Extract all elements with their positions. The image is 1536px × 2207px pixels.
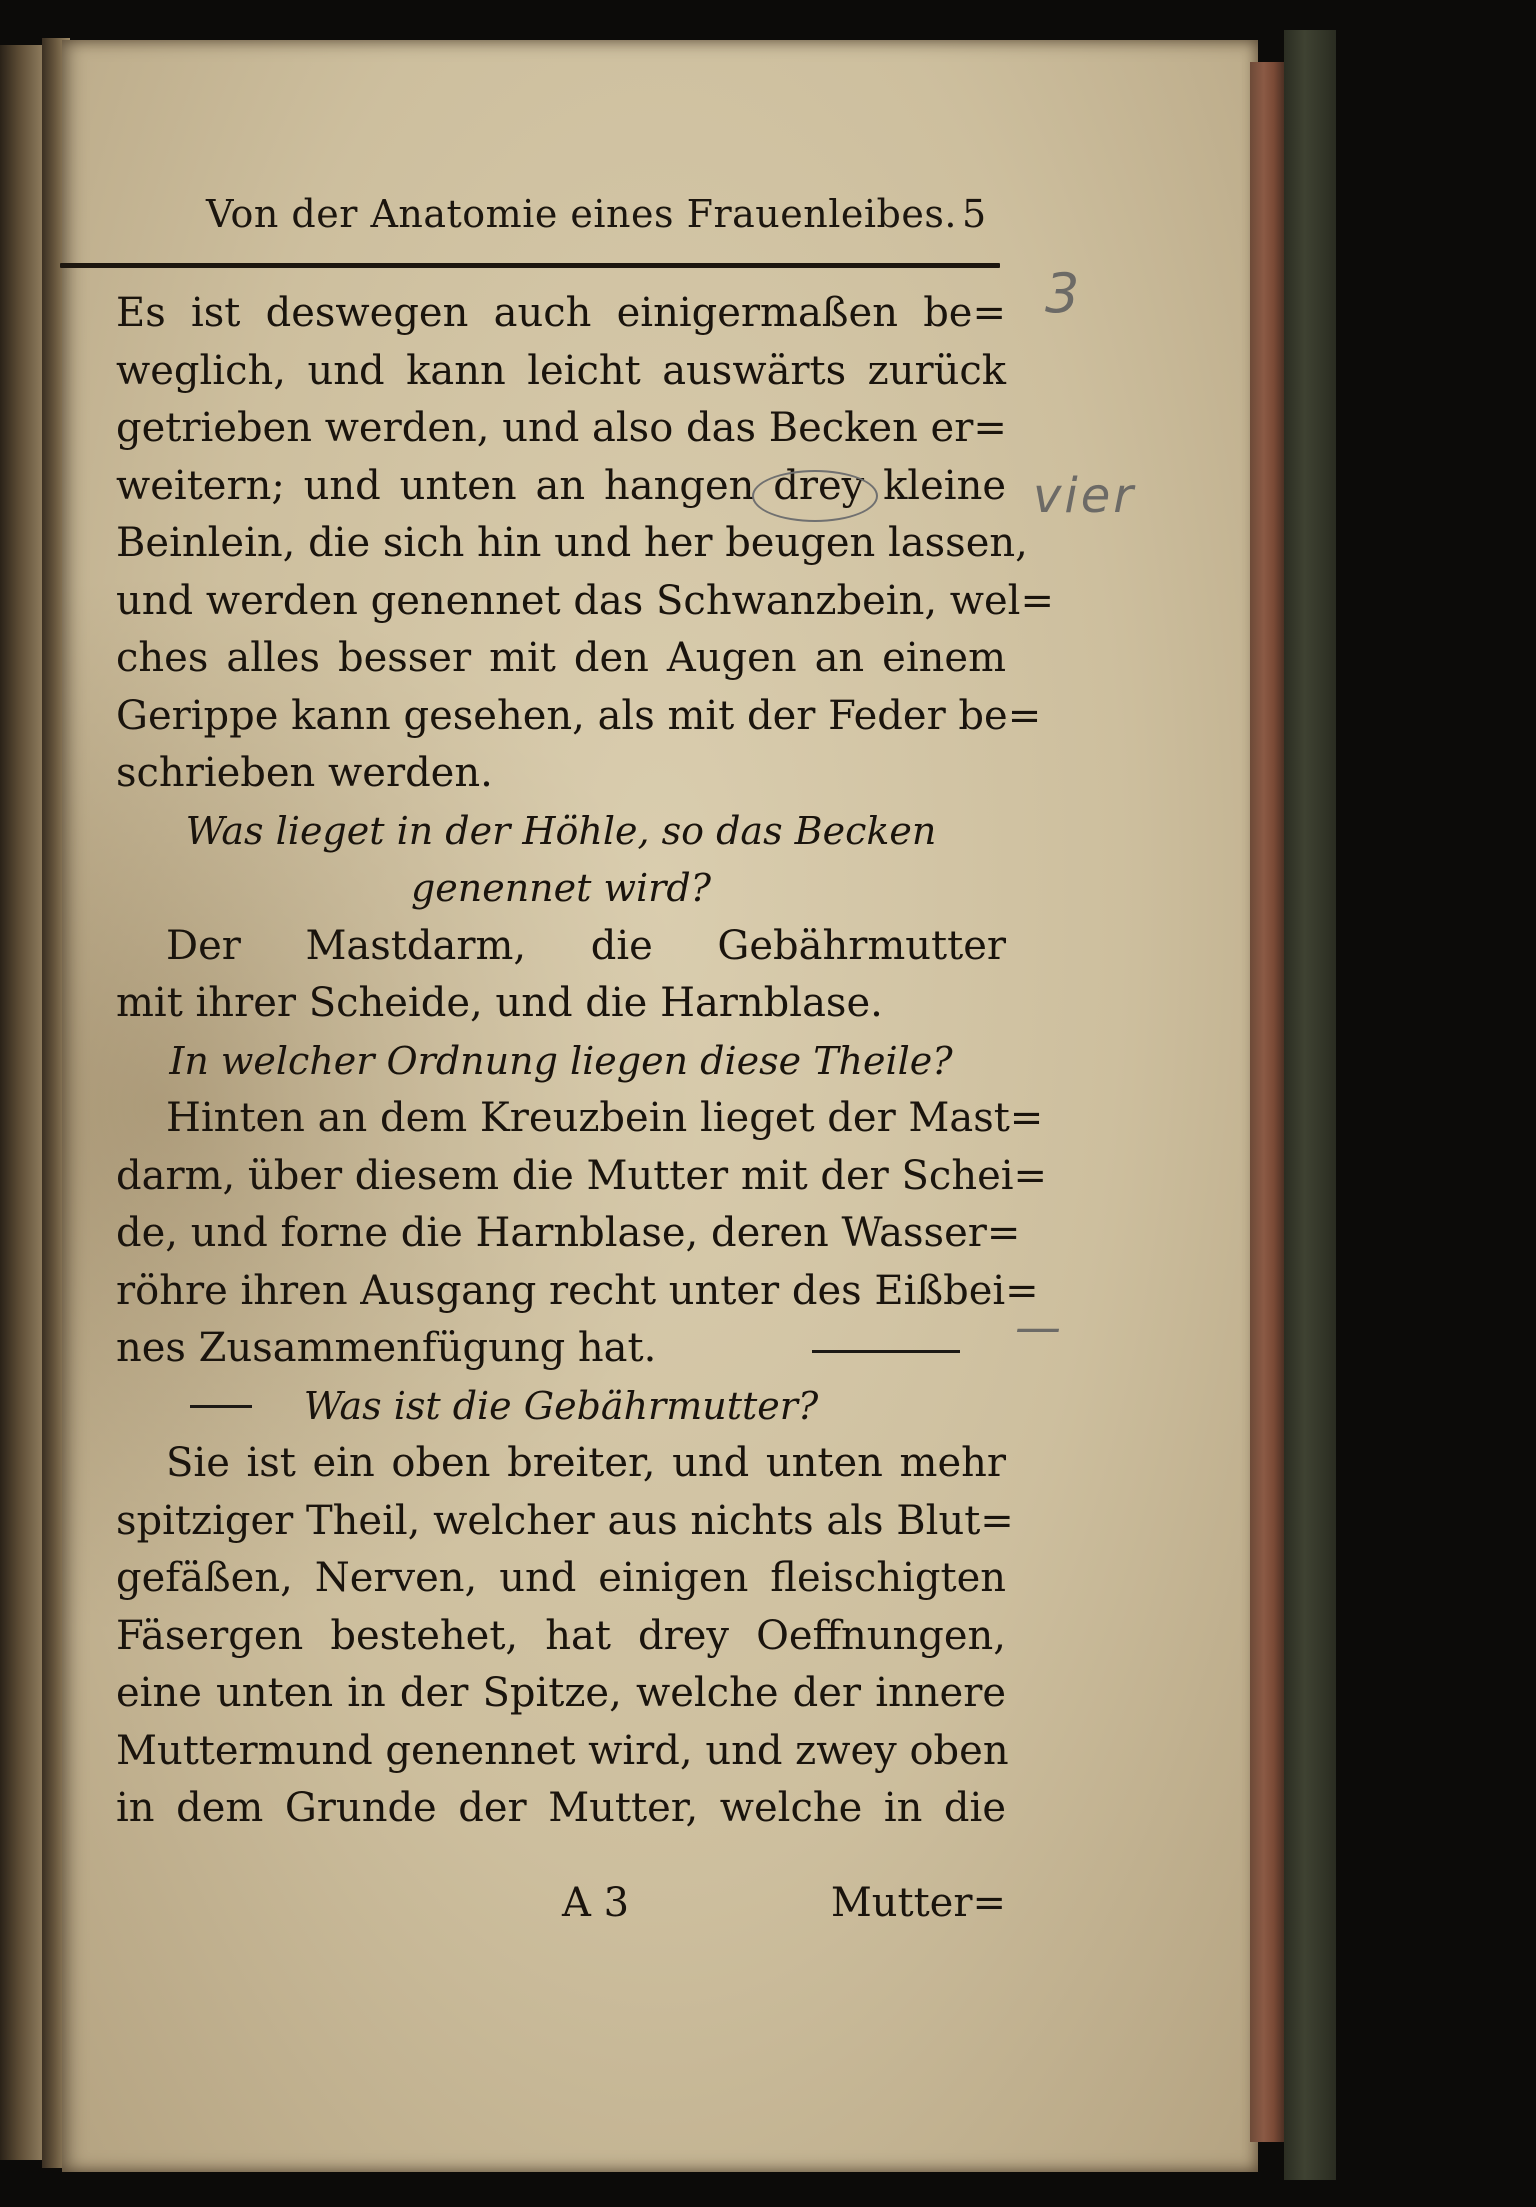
text-line: Fäsergen bestehet, hat drey Oeffnungen,	[116, 1612, 1006, 1659]
text-line: de, und forne die Harnblase, deren Wasser=	[116, 1210, 1021, 1256]
text-line: gefäßen, Nerven, und einigen fleischigten	[116, 1555, 1006, 1601]
book-cover-edge	[1284, 30, 1336, 2180]
text-line: darm, über diesem die Mutter mit der Schei=	[116, 1152, 1048, 1199]
text-line: weitern; und unten an hangen drey kleine	[116, 462, 1006, 509]
text-line: spitziger Theil, welcher aus nichts als Blut=	[116, 1497, 1014, 1544]
text-line: weglich, und kann leicht auswärts zurück	[116, 347, 1006, 394]
page-number: 5	[962, 192, 987, 236]
body-text	[116, 285, 1054, 1838]
text-line: nes Zusammenfügung hat.	[116, 1325, 657, 1371]
text-line: getrieben werden, und also das Becken er=	[116, 405, 1007, 451]
underline-mark	[190, 1405, 252, 1408]
page-footer	[116, 1880, 1006, 1940]
text-line: Der Mastdarm, die Gebährmutter	[166, 922, 1006, 969]
catchword: Mutter=	[830, 1880, 1006, 1926]
text-line: Es ist deswegen auch einigermaßen be=	[116, 290, 1006, 336]
text-line: Sie ist ein oben breiter, und unten mehr	[166, 1440, 1006, 1486]
text-line: röhre ihren Ausgang recht unter des Eißbei=	[116, 1267, 1039, 1314]
left-page-edge	[0, 45, 42, 2160]
underline-mark	[812, 1350, 960, 1353]
text-line: Hinten an dem Kreuzbein lieget der Mast=	[166, 1095, 1044, 1141]
margin-annotation: 3	[1045, 262, 1080, 325]
margin-annotation: —	[1015, 1300, 1061, 1354]
text-line: Beinlein, die sich hin und her beugen lassen,	[116, 520, 1028, 566]
text-line: schrieben werden.	[116, 750, 493, 796]
page-edge-red	[1250, 62, 1284, 2142]
header-rule	[60, 263, 1000, 268]
text-line: Muttermund genennet wird, und zwey oben	[116, 1727, 1009, 1774]
text-line: mit ihrer Scheide, und die Harnblase.	[116, 980, 883, 1026]
question-line: Was ist die Gebährmutter?	[303, 1383, 819, 1428]
question-line: In welcher Ordnung liegen diese Theile?	[169, 1038, 953, 1083]
text-line: Gerippe kann gesehen, als mit der Feder be=	[116, 692, 1042, 739]
pencil-circle-mark	[752, 470, 878, 522]
text-line: und werden genennet das Schwanzbein, wel=	[116, 577, 1054, 624]
text-line: eine unten in der Spitze, welche der innere	[116, 1670, 1006, 1716]
question-line: Was lieget in der Höhle, so das Becken	[185, 808, 937, 853]
margin-annotation: vier	[1033, 468, 1137, 524]
signature-mark: A 3	[562, 1880, 630, 1926]
text-line: in dem Grunde der Mutter, welche in die	[116, 1785, 1006, 1831]
running-title: Von der Anatomie eines Frauenleibes.	[206, 192, 957, 236]
question-line: genennet wird?	[410, 866, 712, 910]
text-line: ches alles besser mit den Augen an einem	[116, 635, 1006, 681]
